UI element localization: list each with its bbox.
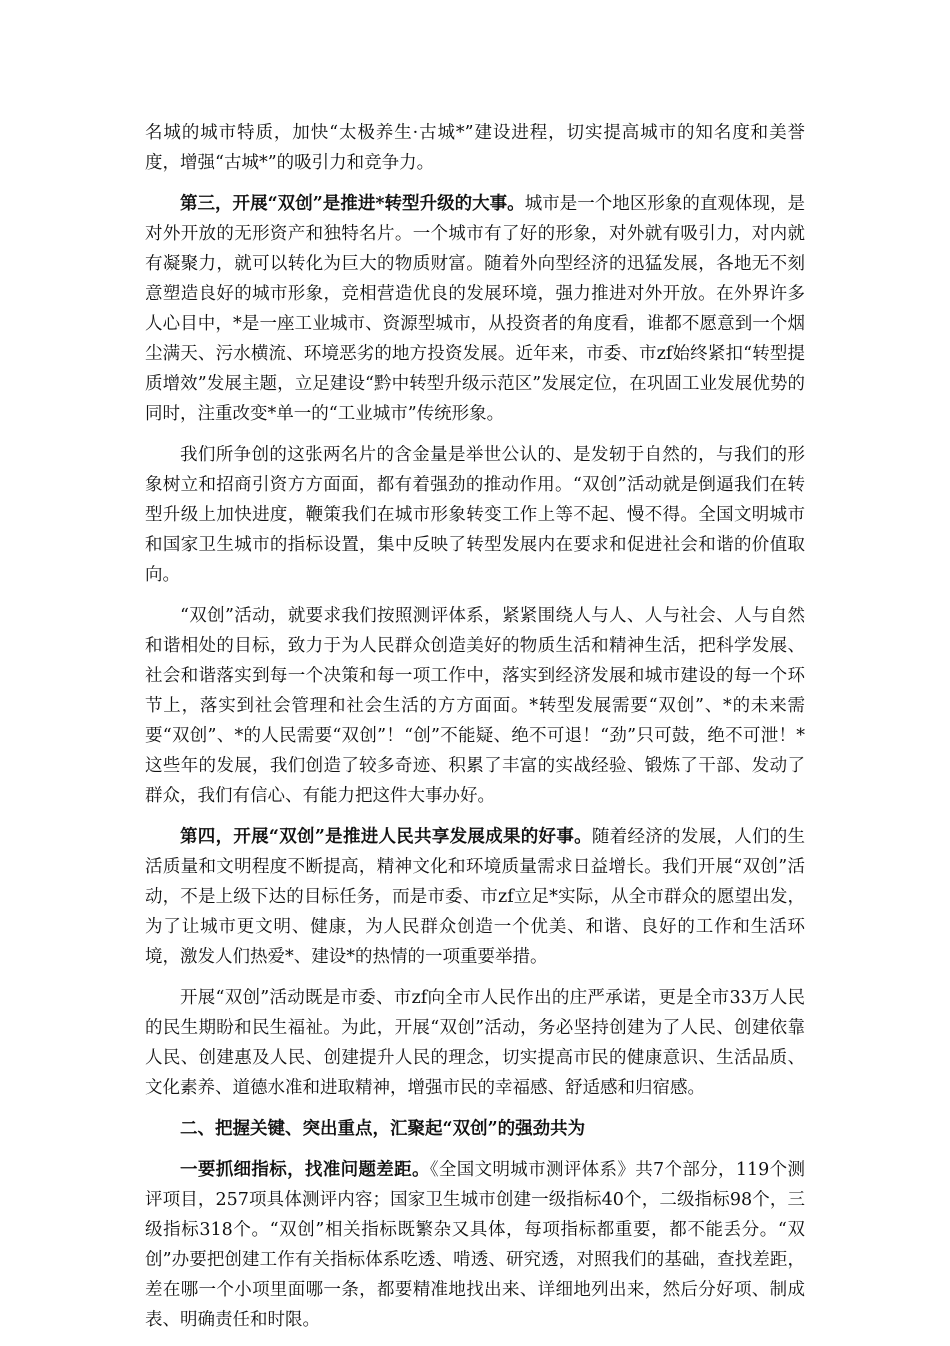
paragraph-shuangchuang-activity — [145, 601, 805, 811]
paragraph-text: “双创”活动，就要求我们按照测评体系，紧紧围绕人与人、人与社会、人与自然和谐相处的目标，致力于为人民群众创造美好的物质生活和精神生活，把科学发展、社会和谐落实到每一个决策和每一项工作中，落实到经济发展和城市建设的每一个环节上，落实到社会管理和社会生活的方方面面。*转型发展需要“双创”、*的未来需要“双创”、*的人民需要“双创”！“创”不能疑、绝不可退！“劲”只可鼓，绝不可泄！*这些年的发展，我们创造了较多奇迹、积累了丰富的实战经验、锻炼了干部、发动了群众，我们有信心、有能力把这件大事办好。 — [145, 606, 805, 806]
paragraph-indicators — [145, 1155, 805, 1335]
paragraph-lead: 第四，开展“双创”是推进人民共享发展成果的好事。 — [180, 827, 592, 847]
paragraph-lead: 一要抓细指标，找准问题差距。 — [180, 1160, 430, 1180]
paragraph-lead: 第三，开展“双创”是推进*转型升级的大事。 — [180, 194, 525, 214]
paragraph-text: 城市是一个地区形象的直观体现，是对外开放的无形资产和独特名片。一个城市有了好的形象，对外就有吸引力，对内就有凝聚力，就可以转化为巨大的物质财富。随着外向型经济的迅猛发展，各地无不刻意塑造良好的城市形象，竞相营造优良的发展环境，强力推进对外开放。在外界许多人心目中，*是一座工业城市、资源型城市，从投资者的角度看，谁都不愿意到一个烟尘满天、污水横流、环境恶劣的地方投资发展。近年来，市委、市zf始终紧扣“转型提质增效”发展主题，立足建设“黔中转型升级示范区”发展定位，在巩固工业发展优势的同时，注重改变*单一的“工业城市”传统形象。 — [145, 194, 805, 424]
paragraph-text: 名城的城市特质，加快“太极养生·古城*”建设进程，切实提高城市的知名度和美誉度，增强“古城*”的吸引力和竞争力。 — [145, 123, 805, 173]
section-heading: 二、把握关键、突出重点，汇聚起“双创”的强劲共为 — [180, 1119, 586, 1139]
paragraph-city-cards — [145, 440, 805, 590]
paragraph-text: 我们所争创的这张两名片的含金量是举世公认的、是发轫于自然的，与我们的形象树立和招商引资方方面面，都有着强劲的推动作用。“双创”活动就是倒逼我们在转型升级上加快进度，鞭策我们在城市形象转变工作上等不起、慢不得。全国文明城市和国家卫生城市的指标设置，集中反映了转型发展内在要求和促进社会和谐的价值取向。 — [145, 445, 805, 585]
document-page — [145, 118, 805, 1346]
paragraph-point-four — [145, 822, 805, 972]
paragraph-text: 开展“双创”活动既是市委、市zf向全市人民作出的庄严承诺，更是全市33万人民的民生期盼和民生福祉。为此，开展“双创”活动，务必坚持创建为了人民、创建依靠人民、创建惠及人民、创建提升人民的理念，切实提高市民的健康意识、生活品质、文化素养、道德水准和进取精神，增强市民的幸福感、舒适感和归宿感。 — [145, 988, 805, 1098]
paragraph-point-three — [145, 189, 805, 429]
paragraph-text: 《全国文明城市测评体系》共7个部分，119个测评项目，257项具体测评内容；国家卫生城市创建一级指标40个，二级指标98个，三级指标318个。“双创”相关指标既繁杂又具体，每项指标都重要，都不能丢分。“双创”办要把创建工作有关指标体系吃透、啃透、研究透，对照我们的基础，查找差距，差在哪一个小项里面哪一条，都要精准地找出来、详细地列出来，然后分好项、制成表、明确责任和时限。 — [145, 1160, 805, 1330]
paragraph-city-image-continuation — [145, 118, 805, 178]
paragraph-solemn-promise — [145, 983, 805, 1103]
paragraph-text: 随着经济的发展，人们的生活质量和文明程度不断提高，精神文化和环境质量需求日益增长。我们开展“双创”活动，不是上级下达的目标任务，而是市委、市zf立足*实际，从全市群众的愿望出发，为了让城市更文明、健康，为人民群众创造一个优美、和谐、良好的工作和生活环境，激发人们热爱*、建设*的热情的一项重要举措。 — [145, 827, 806, 967]
